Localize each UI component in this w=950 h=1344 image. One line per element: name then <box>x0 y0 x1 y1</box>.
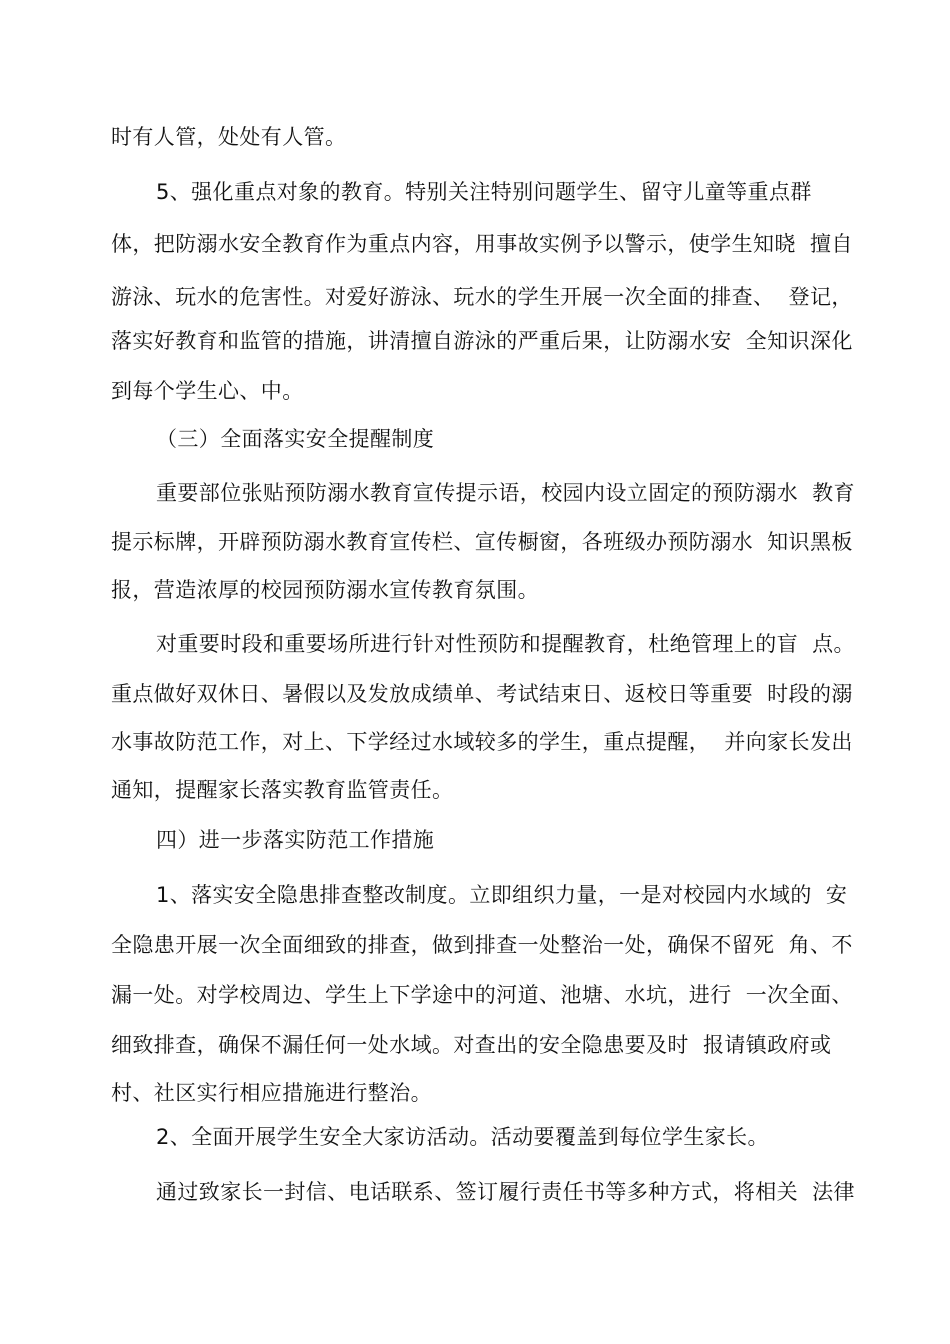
text-line: 对重要时段和重要场所进行针对性预防和提醒教育，杜绝管理上的盲 点。 <box>156 632 855 656</box>
text-line: 全隐患开展一次全面细致的排查，做到排查一处整治一处，确保不留死 角、不 <box>111 933 853 957</box>
text-line: 报，营造浓厚的校园预防溺水宣传教育氛围。 <box>111 578 539 602</box>
text-line: 通过致家长一封信、电话联系、签订履行责任书等多种方式，将相关 法律 <box>156 1180 855 1204</box>
text-line: 5、强化重点对象的教育。特别关注特别问题学生、留守儿童等重点群 <box>156 180 812 204</box>
text-line: 漏一处。对学校周边、学生上下学途中的河道、池塘、水坑，进行 一次全面、 <box>111 983 853 1007</box>
text-line: 游泳、玩水的危害性。对爱好游泳、玩水的学生开展一次全面的排查、 登记， <box>111 285 853 309</box>
text-line: 1、落实安全隐患排查整改制度。立即组织力量，一是对校园内水域的 安 <box>156 883 848 907</box>
text-line: 时有人管，处处有人管。 <box>111 125 347 149</box>
text-line: 重要部位张贴预防溺水教育宣传提示语，校园内设立固定的预防溺水 教育 <box>156 481 855 505</box>
text-line: 重点做好双休日、暑假以及发放成绩单、考试结束日、返校日等重要 时段的溺 <box>111 682 853 706</box>
text-line: 2、全面开展学生安全大家访活动。活动要覆盖到每位学生家长。 <box>156 1125 769 1149</box>
section-heading: （三）全面落实安全提醒制度 <box>156 427 435 451</box>
text-line: 到每个学生心、中。 <box>111 379 304 403</box>
section-heading: 四）进一步落实防范工作措施 <box>156 828 435 852</box>
text-line: 村、社区实行相应措施进行整治。 <box>111 1081 432 1105</box>
text-line: 体，把防溺水安全教育作为重点内容，用事故实例予以警示，使学生知晓 擅自 <box>111 232 853 256</box>
text-line: 细致排查，确保不漏任何一处水域。对查出的安全隐患要及时 报请镇政府或 <box>111 1033 832 1057</box>
text-line: 落实好教育和监管的措施，讲清擅自游泳的严重后果，让防溺水安 全知识深化 <box>111 329 853 353</box>
text-line: 水事故防范工作，对上、下学经过水域较多的学生，重点提醒， 并向家长发出 <box>111 730 853 754</box>
text-line: 提示标牌，开辟预防溺水教育宣传栏、宣传橱窗，各班级办预防溺水 知识黑板 <box>111 530 853 554</box>
text-line: 通知，提醒家长落实教育监管责任。 <box>111 778 454 802</box>
